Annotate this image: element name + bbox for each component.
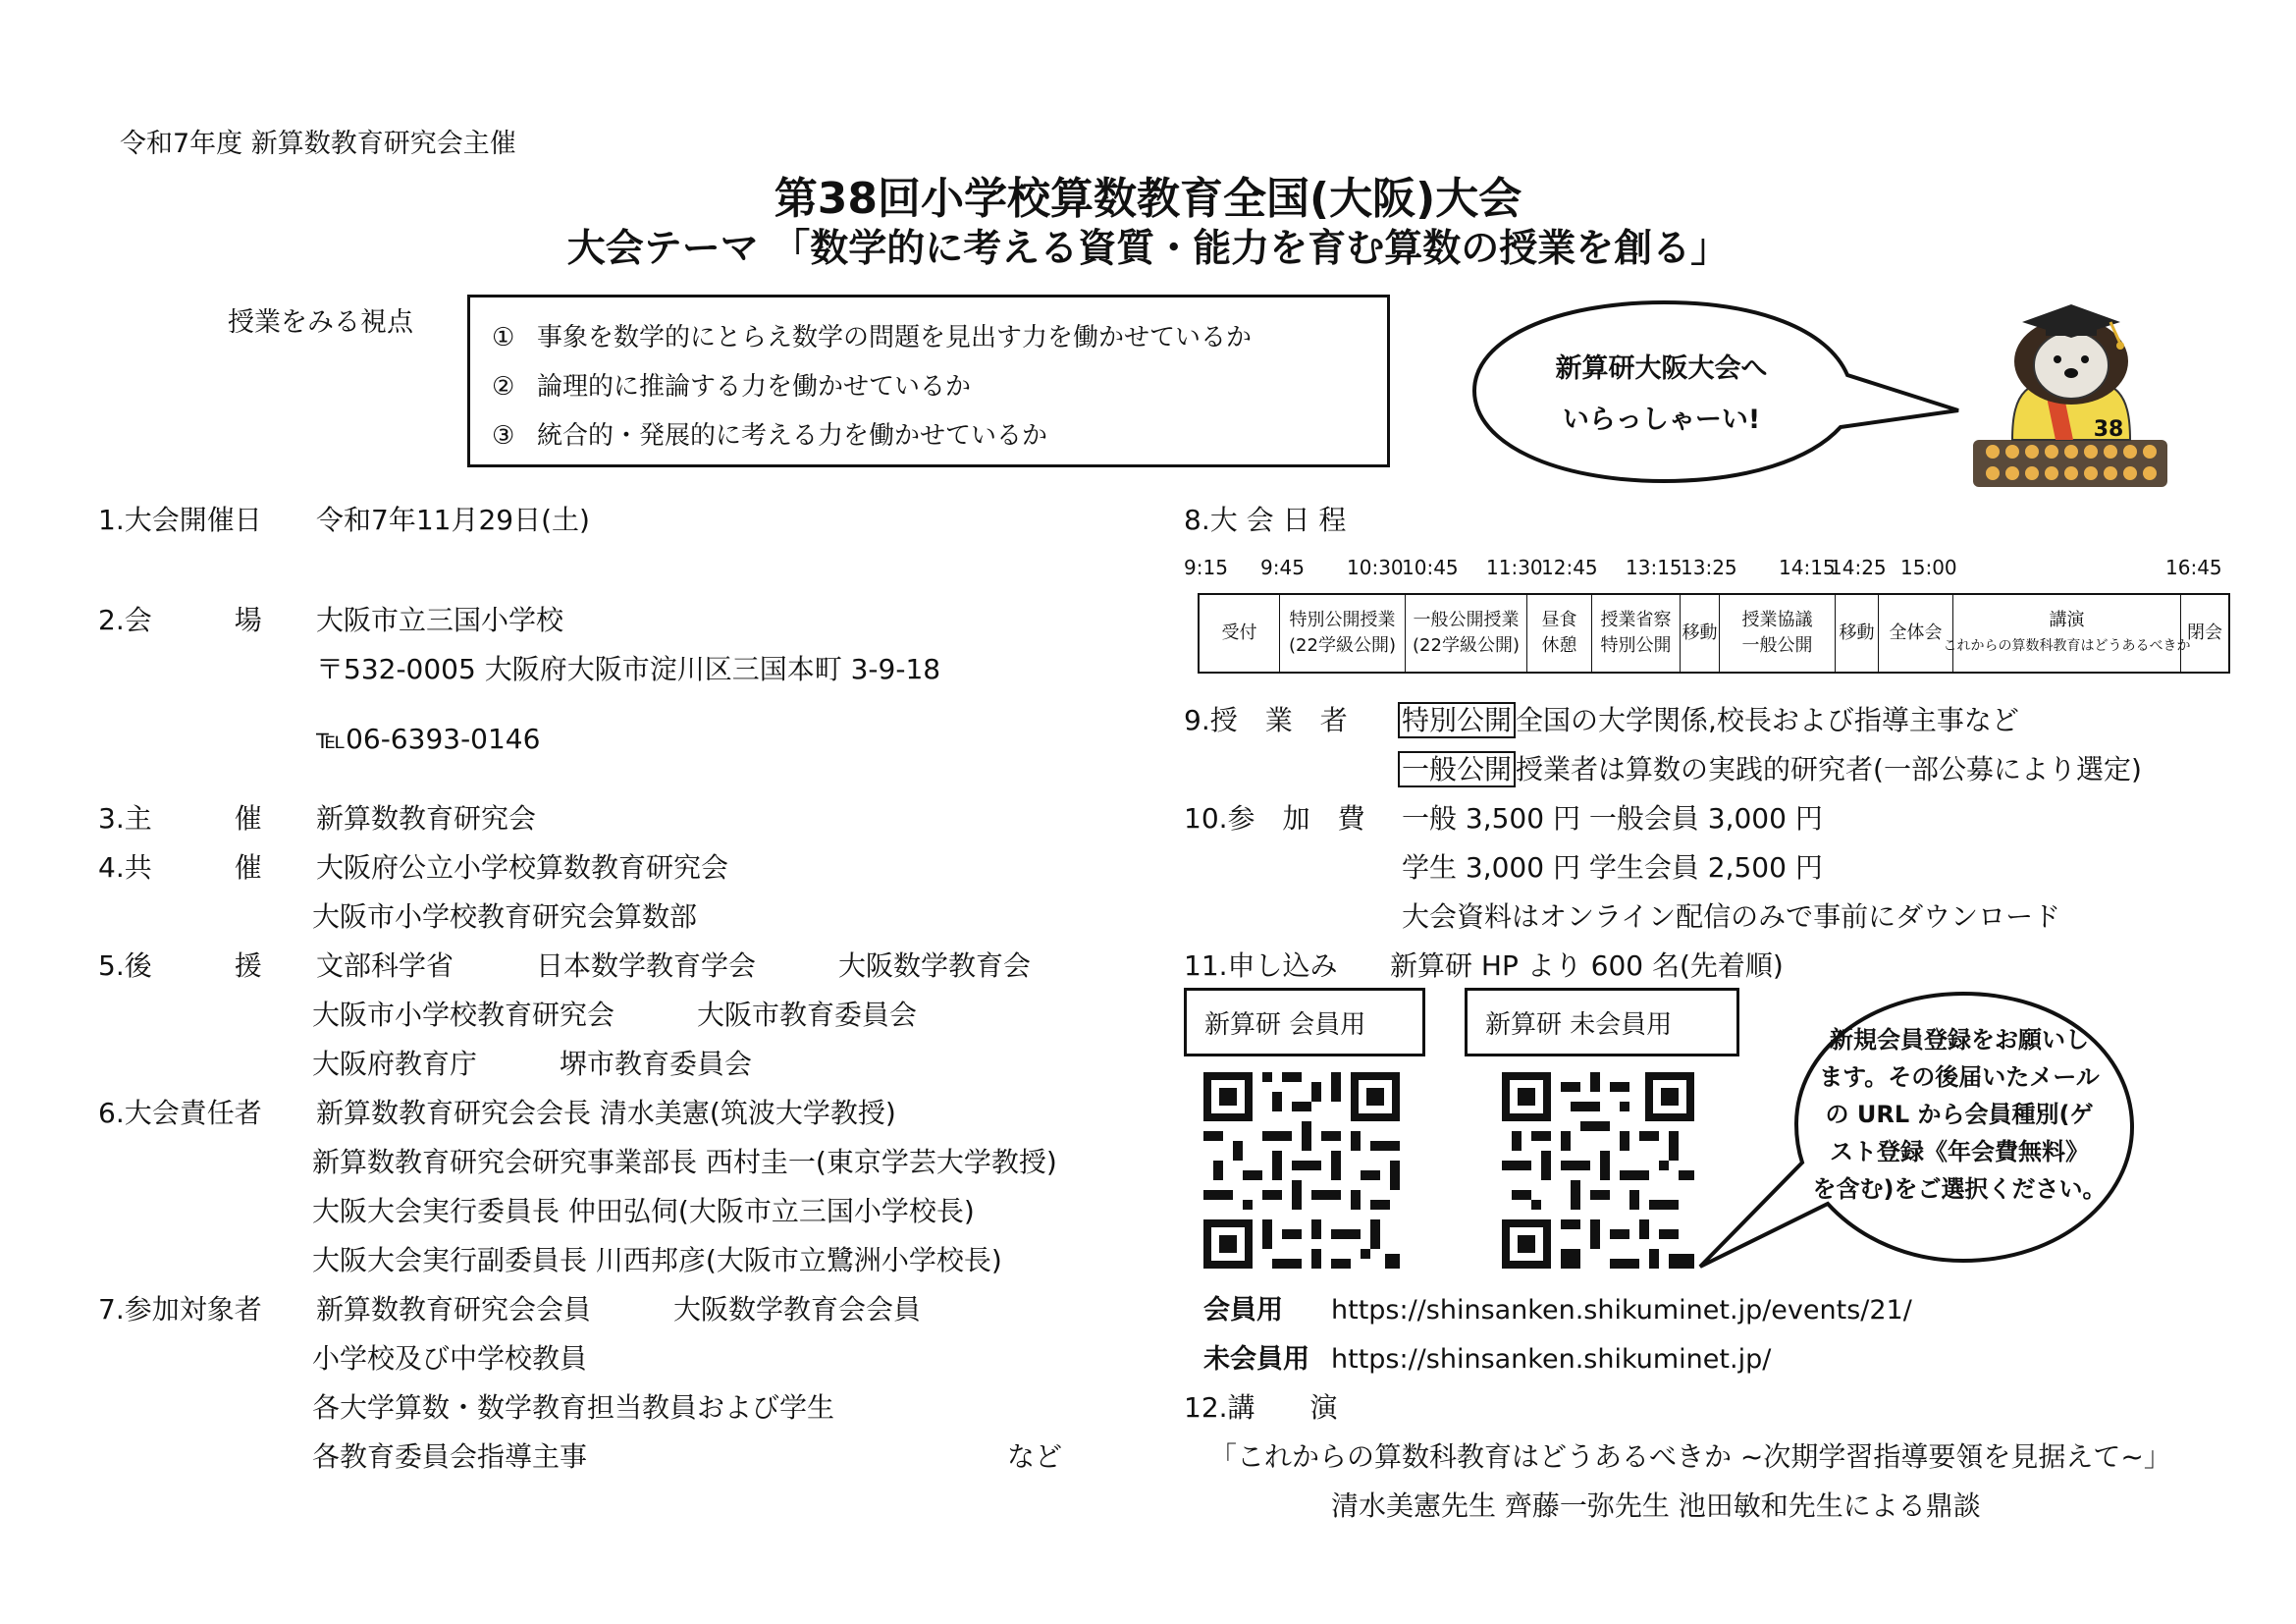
section-apply: 11.申し込み 新算研 HP より 600 名(先着順) [1184,949,1784,982]
tag-general-public: 一般公開 [1398,751,1516,787]
target-line2: 小学校及び中学校教員 [312,1342,588,1375]
time-label: 16:45 [2165,556,2222,579]
support-line3: 大阪府教育庁 堺市教育委員会 [312,1048,753,1080]
schedule-cell-reception: 受付 [1200,595,1280,672]
venue-tel: ℡06-6393-0146 [316,723,541,755]
member-qr-label: 新算研 会員用 [1184,988,1425,1056]
schedule-table [1198,593,2230,674]
section-support: 5.後 援 文部科学省 日本数学教育学会 大阪数学教育会 [98,949,1032,982]
fee-line3: 大会資料はオンライン配信のみで事前にダウンロード [1402,900,2061,933]
nonmember-url-link[interactable]: https://shinsanken.shikuminet.jp/ [1331,1344,1772,1375]
target-etc: など [1007,1440,1063,1473]
section-lecture: 12.講 演 [1184,1391,1338,1424]
time-label: 9:15 [1184,556,1228,579]
schedule-cell-discussion: 授業協議 一般公開 [1720,595,1836,672]
schedule-cell-reflection: 授業省察 特別公開 [1592,595,1681,672]
schedule-cell-closing: 閉会 [2187,623,2222,643]
schedule-times [1184,556,2244,585]
schedule-cell-special-lesson: 特別公開授業 (22学級公開) [1280,595,1406,672]
schedule-cell-lecture: 講演 これからの算数科教育はどうあるべきか [1953,595,2181,672]
member-url-link[interactable]: https://shinsanken.shikuminet.jp/events/21/ [1331,1295,1912,1326]
lecture-title: 「これからの算数科教育はどうあるべきか ~次期学習指導要領を見据えて~」 [1209,1440,2171,1473]
venue-address: 〒532-0005 大阪府大阪市淀川区三国本町 3-9-18 [316,653,941,685]
schedule-cell-move: 移動 [1681,595,1720,672]
section-fee: 10.参 加 費 一般 3,500 円 一般会員 3,000 円 [1184,802,1823,835]
viewpoint-item: ② 論理的に推論する力を働かせているか [492,372,972,402]
target-line4: 各教育委員会指導主事 [312,1440,588,1473]
time-label: 14:15 [1779,556,1836,579]
nonmember-qr-label: 新算研 未会員用 [1465,988,1739,1056]
time-label: 15:00 [1900,556,1957,579]
time-label: 13:15 [1626,556,1682,579]
section-target: 7.参加対象者 新算数教育研究会会員 大阪数学教育会会員 [98,1293,922,1326]
bubble-welcome-text: 新算研大阪大会へ いらっしゃーい! [1555,353,1768,435]
schedule-cell-general-lesson: 一般公開授業 (22学級公開) [1406,595,1527,672]
mascot-number: 38 [2093,417,2124,442]
schedule-cell-plenary: 全体会 [1879,595,1953,672]
section-teachers: 9.授 業 者 特別公開 全国の大学関係,校長および指導主事など [1184,704,2019,736]
viewpoint-item: ③ 統合的・発展的に考える力を働かせているか [492,421,1048,451]
schedule-title: 8.大 会 日 程 [1184,504,1347,536]
tag-special-public: 特別公開 [1398,702,1516,738]
time-label: 12:45 [1541,556,1598,579]
mascot-illustration [1963,293,2179,494]
organizer-line: 令和7年度 新算数教育研究会主催 [120,129,516,159]
viewpoints-box [467,295,1390,467]
responsible-line2: 新算数教育研究会研究事業部長 西村圭一(東京学芸大学教授) [312,1146,1057,1178]
section-date: 1.大会開催日 令和7年11月29日(土) [98,504,590,536]
time-label: 14:25 [1830,556,1887,579]
page-title: 第38回小学校算数教育全国(大阪)大会 [774,174,1522,224]
section-host: 3.主 催 新算数教育研究会 [98,802,537,835]
responsible-line3: 大阪大会実行委員長 仲田弘伺(大阪市立三国小学校長) [312,1195,975,1227]
time-label: 13:25 [1681,556,1737,579]
section-venue: 2.会 場 大阪市立三国小学校 [98,604,564,636]
cohost-line2: 大阪市小学校教育研究会算数部 [312,900,698,933]
nonmember-qr-code[interactable] [1502,1072,1694,1269]
schedule-cell-lunch: 昼食 休憩 [1527,595,1592,672]
viewpoints-label: 授業をみる視点 [228,307,413,338]
schedule-cell-move: 移動 [1836,595,1879,672]
bubble-registration-text: 新規会員登録をお願いし ます。その後届いたメール の URL から会員種別(ゲ スト登録《年会費無料》 を含む)をご選択ください。 [1812,1026,2107,1203]
viewpoint-item: ① 事象を数学的にとらえ数学の問題を見出す力を働かせているか [492,323,1253,352]
member-url-row: 会員用 https://shinsanken.shikuminet.jp/events/21/ [1203,1295,1912,1326]
time-label: 11:30 [1486,556,1543,579]
responsible-line4: 大阪大会実行副委員長 川西邦彦(大阪市立鷺洲小学校長) [312,1244,1002,1276]
time-label: 10:30 [1347,556,1404,579]
time-label: 10:45 [1402,556,1459,579]
section-responsible: 6.大会責任者 新算数教育研究会会長 清水美憲(筑波大学教授) [98,1097,896,1129]
nonmember-url-row: 未会員用 https://shinsanken.shikuminet.jp/ [1203,1344,1772,1375]
lecture-speakers: 清水美憲先生 齊藤一弥先生 池田敏和先生による鼎談 [1331,1489,1981,1522]
theme-title: 大会テーマ 「数学的に考える資質・能力を育む算数の授業を創る」 [566,227,1730,271]
teachers-line2: 一般公開 授業者は算数の実践的研究者(一部公募により選定) [1398,748,2142,787]
support-line2: 大阪市小学校教育研究会 大阪市教育委員会 [312,999,918,1031]
member-qr-code[interactable] [1203,1072,1400,1269]
target-line3: 各大学算数・数学教育担当教員および学生 [312,1391,835,1424]
section-cohost: 4.共 催 大阪府公立小学校算数教育研究会 [98,851,729,884]
time-label: 9:45 [1260,556,1305,579]
fee-line2: 学生 3,000 円 学生会員 2,500 円 [1402,851,1823,884]
